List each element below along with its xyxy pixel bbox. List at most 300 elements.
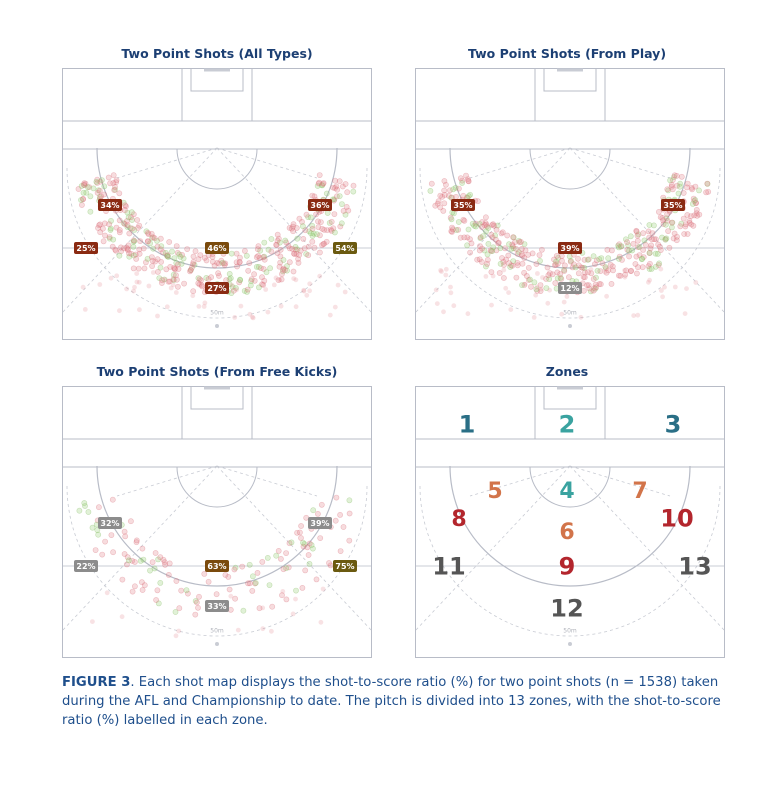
- scored-shot-point: [269, 236, 274, 241]
- missed-shot-point: [110, 497, 115, 502]
- missed-shot-point: [142, 583, 147, 588]
- missed-shot-point: [163, 562, 168, 567]
- missed-shot-point: [461, 193, 466, 198]
- missed-shot-point: [503, 286, 508, 291]
- missed-shot-point: [581, 288, 586, 293]
- missed-shot-point: [105, 590, 110, 595]
- zone-ratio-badge: [333, 560, 357, 572]
- missed-shot-point: [685, 231, 690, 236]
- missed-shot-point: [559, 254, 564, 259]
- missed-shot-point: [659, 288, 664, 293]
- zone-ratio-label: 39%: [560, 244, 580, 253]
- missed-shot-point: [526, 265, 531, 270]
- missed-shot-point: [165, 304, 170, 309]
- missed-shot-point: [150, 560, 155, 565]
- missed-shot-point: [174, 578, 179, 583]
- missed-shot-point: [96, 505, 101, 510]
- missed-shot-point: [341, 524, 346, 529]
- missed-shot-point: [435, 301, 440, 306]
- missed-shot-point: [497, 270, 502, 275]
- scored-shot-point: [466, 227, 471, 232]
- figure-caption: [62, 673, 742, 730]
- scored-shot-point: [88, 209, 93, 214]
- missed-shot-point: [514, 275, 519, 280]
- missed-shot-point: [332, 212, 337, 217]
- missed-shot-point: [188, 268, 193, 273]
- missed-shot-point: [540, 275, 545, 280]
- missed-shot-point: [443, 273, 448, 278]
- missed-shot-point: [158, 555, 163, 560]
- missed-shot-point: [301, 288, 306, 293]
- missed-shot-point: [202, 571, 207, 576]
- missed-shot-point: [300, 585, 305, 590]
- missed-shot-point: [683, 222, 688, 227]
- missed-shot-point: [275, 232, 280, 237]
- missed-shot-point: [568, 259, 573, 264]
- scored-shot-point: [308, 231, 313, 236]
- missed-shot-point: [176, 629, 181, 634]
- shot-map-free-kicks: [62, 386, 372, 658]
- missed-shot-point: [535, 271, 540, 276]
- scored-shot-point: [307, 561, 312, 566]
- zone-ratio-badge: [205, 242, 229, 254]
- missed-shot-point: [546, 273, 551, 278]
- scored-shot-point: [483, 229, 488, 234]
- missed-shot-point: [591, 276, 596, 281]
- missed-shot-point: [197, 304, 202, 309]
- zone-ratio-label: 33%: [207, 602, 227, 611]
- missed-shot-point: [673, 285, 678, 290]
- missed-shot-point: [602, 270, 607, 275]
- missed-shot-point: [466, 311, 471, 316]
- missed-shot-point: [297, 252, 302, 257]
- missed-shot-point: [236, 628, 241, 633]
- scored-shot-point: [229, 251, 234, 256]
- missed-shot-point: [444, 267, 449, 272]
- missed-shot-point: [622, 268, 627, 273]
- missed-shot-point: [491, 274, 496, 279]
- scored-shot-point: [449, 217, 454, 222]
- caption-text: . Each shot map displays the shot-to-score ratio (%) for two point shots (n = 1538) taken during the AFL and Championship to date. The pitch is divided into 13 zones, with the shot-to-score ratio (%) labelled in each zone.: [62, 675, 721, 728]
- missed-shot-point: [343, 290, 348, 295]
- scored-shot-point: [247, 562, 252, 567]
- missed-shot-point: [336, 283, 341, 288]
- missed-shot-point: [252, 272, 257, 277]
- zone-ratio-label: 25%: [76, 244, 96, 253]
- missed-shot-point: [270, 604, 275, 609]
- scored-shot-point: [585, 257, 590, 262]
- missed-shot-point: [641, 247, 646, 252]
- missed-shot-point: [281, 567, 286, 572]
- missed-shot-point: [705, 181, 710, 186]
- missed-shot-point: [343, 181, 348, 186]
- arc-50m-label: 50m: [563, 627, 577, 635]
- missed-shot-point: [522, 270, 527, 275]
- missed-shot-point: [485, 261, 490, 266]
- scored-shot-point: [657, 261, 662, 266]
- missed-shot-point: [272, 283, 277, 288]
- missed-shot-point: [345, 190, 350, 195]
- missed-shot-point: [290, 246, 295, 251]
- panel-title-all-types: Two Point Shots (All Types): [121, 46, 313, 61]
- missed-shot-point: [233, 596, 238, 601]
- missed-shot-point: [681, 190, 686, 195]
- scored-shot-point: [663, 222, 668, 227]
- missed-shot-point: [312, 245, 317, 250]
- missed-shot-point: [674, 173, 679, 178]
- missed-shot-point: [658, 267, 663, 272]
- missed-shot-point: [263, 287, 268, 292]
- missed-shot-point: [124, 287, 129, 292]
- scored-shot-point: [126, 215, 131, 220]
- missed-shot-point: [526, 252, 531, 257]
- missed-shot-point: [158, 247, 163, 252]
- missed-shot-point: [514, 246, 519, 251]
- arc-50m-label: 50m: [563, 309, 577, 317]
- missed-shot-point: [163, 277, 168, 282]
- missed-shot-point: [609, 281, 614, 286]
- missed-shot-point: [458, 176, 463, 181]
- scored-shot-point: [481, 234, 486, 239]
- missed-shot-point: [449, 290, 454, 295]
- missed-shot-point: [506, 290, 511, 295]
- scored-shot-point: [295, 236, 300, 241]
- missed-shot-point: [249, 277, 254, 282]
- missed-shot-point: [222, 263, 227, 268]
- missed-shot-point: [534, 261, 539, 266]
- missed-shot-point: [315, 511, 320, 516]
- missed-shot-point: [260, 559, 265, 564]
- missed-shot-point: [90, 619, 95, 624]
- missed-shot-point: [291, 612, 296, 617]
- scored-shot-point: [244, 253, 249, 258]
- missed-shot-point: [99, 194, 104, 199]
- missed-shot-point: [579, 265, 584, 270]
- missed-shot-point: [106, 175, 111, 180]
- missed-shot-point: [202, 255, 207, 260]
- missed-shot-point: [216, 271, 221, 276]
- missed-shot-point: [134, 256, 139, 261]
- missed-shot-point: [623, 275, 628, 280]
- missed-shot-point: [101, 239, 106, 244]
- missed-shot-point: [341, 208, 346, 213]
- large-rectangle: [535, 68, 605, 121]
- missed-shot-point: [505, 233, 510, 238]
- missed-shot-point: [214, 592, 219, 597]
- missed-shot-point: [666, 229, 671, 234]
- missed-shot-point: [466, 178, 471, 183]
- zone-ratio-label: 46%: [207, 244, 227, 253]
- missed-shot-point: [491, 222, 496, 227]
- missed-shot-point: [469, 241, 474, 246]
- missed-shot-point: [314, 212, 319, 217]
- missed-shot-point: [438, 268, 443, 273]
- zone-diagonal-inner-left: [117, 148, 217, 178]
- missed-shot-point: [519, 246, 524, 251]
- missed-shot-point: [647, 235, 652, 240]
- zone-number: 4: [559, 478, 575, 504]
- scored-shot-point: [82, 500, 87, 505]
- missed-shot-point: [500, 230, 505, 235]
- scored-shot-point: [693, 197, 698, 202]
- zone-number: 13: [678, 552, 712, 581]
- center-dot: [568, 324, 572, 328]
- missed-shot-point: [150, 258, 155, 263]
- scored-shot-point: [141, 557, 146, 562]
- missed-shot-point: [625, 240, 630, 245]
- missed-shot-point: [135, 225, 140, 230]
- missed-shot-point: [93, 548, 98, 553]
- missed-shot-point: [138, 239, 143, 244]
- scored-shot-point: [676, 191, 681, 196]
- center-dot: [215, 642, 219, 646]
- zone-ratio-label: 36%: [310, 201, 330, 210]
- zone-ratio-label: 32%: [100, 519, 120, 528]
- missed-shot-point: [174, 244, 179, 249]
- missed-shot-point: [683, 311, 688, 316]
- missed-shot-point: [176, 266, 181, 271]
- scored-shot-point: [460, 180, 465, 185]
- missed-shot-point: [468, 250, 473, 255]
- scored-shot-point: [311, 508, 316, 513]
- scored-shot-point: [314, 232, 319, 237]
- missed-shot-point: [103, 539, 108, 544]
- scored-shot-point: [256, 264, 261, 269]
- missed-shot-point: [291, 276, 296, 281]
- missed-shot-point: [175, 284, 180, 289]
- missed-shot-point: [301, 236, 306, 241]
- missed-shot-point: [125, 246, 130, 251]
- scored-shot-point: [81, 190, 86, 195]
- scored-shot-point: [347, 498, 352, 503]
- missed-shot-point: [132, 584, 137, 589]
- missed-shot-point: [647, 278, 652, 283]
- missed-shot-point: [307, 281, 312, 286]
- missed-shot-point: [515, 263, 520, 268]
- missed-shot-point: [646, 229, 651, 234]
- scored-shot-point: [262, 240, 267, 245]
- scored-shot-point: [339, 221, 344, 226]
- zone-ratio-badge: [333, 242, 357, 254]
- missed-shot-point: [152, 236, 157, 241]
- missed-shot-point: [120, 614, 125, 619]
- missed-shot-point: [227, 587, 232, 592]
- missed-shot-point: [307, 288, 312, 293]
- panel-title-from-play: Two Point Shots (From Play): [467, 46, 667, 61]
- missed-shot-point: [598, 282, 603, 287]
- zone-ratio-label: 34%: [100, 201, 120, 210]
- missed-shot-point: [681, 216, 686, 221]
- missed-shot-point: [462, 218, 467, 223]
- penalty-arc: [177, 149, 257, 189]
- missed-shot-point: [179, 588, 184, 593]
- missed-shot-point: [326, 560, 331, 565]
- missed-shot-point: [494, 227, 499, 232]
- missed-shot-point: [315, 219, 320, 224]
- zone-number: 12: [550, 594, 584, 623]
- missed-shot-point: [334, 495, 339, 500]
- missed-shot-point: [123, 203, 128, 208]
- scored-shot-point: [324, 191, 329, 196]
- missed-shot-point: [182, 281, 187, 286]
- missed-shot-point: [177, 606, 182, 611]
- missed-shot-point: [483, 215, 488, 220]
- missed-shot-point: [255, 247, 260, 252]
- missed-shot-point: [141, 246, 146, 251]
- missed-shot-point: [312, 194, 317, 199]
- missed-shot-point: [537, 253, 542, 258]
- missed-shot-point: [633, 261, 638, 266]
- missed-shot-point: [508, 307, 513, 312]
- missed-shot-point: [449, 225, 454, 230]
- missed-shot-point: [194, 600, 199, 605]
- missed-shot-point: [533, 293, 538, 298]
- scored-shot-point: [77, 508, 82, 513]
- missed-shot-point: [317, 274, 322, 279]
- zone-number: 1: [458, 410, 476, 439]
- missed-shot-point: [338, 549, 343, 554]
- missed-shot-point: [553, 281, 558, 286]
- missed-shot-point: [155, 314, 160, 319]
- scored-shot-point: [639, 256, 644, 261]
- missed-shot-point: [234, 251, 239, 256]
- penalty-arc: [530, 149, 610, 189]
- missed-shot-point: [565, 294, 570, 299]
- missed-shot-point: [604, 294, 609, 299]
- missed-shot-point: [635, 313, 640, 318]
- missed-shot-point: [501, 275, 506, 280]
- missed-shot-point: [142, 266, 147, 271]
- missed-shot-point: [284, 551, 289, 556]
- missed-shot-point: [132, 559, 137, 564]
- zone-ratio-badge: [74, 560, 98, 572]
- missed-shot-point: [79, 202, 84, 207]
- missed-shot-point: [279, 304, 284, 309]
- missed-shot-point: [629, 268, 634, 273]
- missed-shot-point: [278, 254, 283, 259]
- panel-title-free-kicks: Two Point Shots (From Free Kicks): [96, 364, 338, 379]
- figure-label: FIGURE 3: [62, 675, 131, 690]
- missed-shot-point: [559, 312, 564, 317]
- zone-ratio-badge: [558, 282, 582, 294]
- missed-shot-point: [609, 248, 614, 253]
- arc-50m-label: 50m: [210, 309, 224, 317]
- missed-shot-point: [333, 518, 338, 523]
- scored-shot-point: [158, 265, 163, 270]
- zone-ratio-badge: [205, 560, 229, 572]
- scored-shot-point: [165, 254, 170, 259]
- zone-number: 3: [664, 410, 682, 439]
- missed-shot-point: [81, 285, 86, 290]
- missed-shot-point: [579, 315, 584, 320]
- zone-number: 7: [632, 478, 648, 504]
- missed-shot-point: [125, 223, 130, 228]
- missed-shot-point: [489, 303, 494, 308]
- missed-shot-point: [256, 253, 261, 258]
- scored-shot-point: [664, 236, 669, 241]
- missed-shot-point: [314, 577, 319, 582]
- scored-shot-point: [126, 558, 131, 563]
- scored-shot-point: [91, 186, 96, 191]
- scored-shot-point: [498, 261, 503, 266]
- missed-shot-point: [669, 220, 674, 225]
- missed-shot-point: [462, 235, 467, 240]
- missed-shot-point: [575, 256, 580, 261]
- missed-shot-point: [693, 280, 698, 285]
- missed-shot-point: [117, 218, 122, 223]
- scored-shot-point: [616, 245, 621, 250]
- missed-shot-point: [282, 267, 287, 272]
- scored-shot-point: [78, 197, 83, 202]
- missed-shot-point: [303, 568, 308, 573]
- missed-shot-point: [230, 283, 235, 288]
- missed-shot-point: [117, 191, 122, 196]
- missed-shot-point: [98, 222, 103, 227]
- missed-shot-point: [127, 231, 132, 236]
- missed-shot-point: [443, 182, 448, 187]
- missed-shot-point: [120, 577, 125, 582]
- missed-shot-point: [276, 548, 281, 553]
- missed-shot-point: [539, 247, 544, 252]
- arc-50m-label: 50m: [210, 627, 224, 635]
- zone-diagonal-inner-right: [217, 466, 317, 496]
- zone-number: 6: [559, 519, 575, 545]
- scored-shot-point: [238, 278, 243, 283]
- missed-shot-point: [108, 181, 113, 186]
- missed-shot-point: [131, 238, 136, 243]
- scored-shot-point: [498, 246, 503, 251]
- missed-shot-point: [112, 184, 117, 189]
- missed-shot-point: [496, 241, 501, 246]
- missed-shot-point: [206, 579, 211, 584]
- zone-ratio-label: 12%: [560, 284, 580, 293]
- zone-ratio-badge: [308, 199, 332, 211]
- missed-shot-point: [131, 266, 136, 271]
- zone-diagonal-inner-right: [570, 148, 670, 178]
- missed-shot-point: [167, 239, 172, 244]
- missed-shot-point: [130, 226, 135, 231]
- missed-shot-point: [317, 250, 322, 255]
- missed-shot-point: [155, 257, 160, 262]
- missed-shot-point: [134, 540, 139, 545]
- missed-shot-point: [274, 276, 279, 281]
- missed-shot-point: [631, 313, 636, 318]
- missed-shot-point: [539, 287, 544, 292]
- missed-shot-point: [490, 235, 495, 240]
- scored-shot-point: [265, 555, 270, 560]
- missed-shot-point: [137, 280, 142, 285]
- scored-shot-point: [267, 583, 272, 588]
- missed-shot-point: [552, 263, 557, 268]
- missed-shot-point: [319, 620, 324, 625]
- scored-shot-point: [152, 566, 157, 571]
- missed-shot-point: [250, 315, 255, 320]
- missed-shot-point: [294, 304, 299, 309]
- missed-shot-point: [316, 181, 321, 186]
- scored-shot-point: [256, 285, 261, 290]
- missed-shot-point: [519, 252, 524, 257]
- missed-shot-point: [648, 246, 653, 251]
- missed-shot-point: [589, 267, 594, 272]
- missed-shot-point: [547, 288, 552, 293]
- missed-shot-point: [97, 188, 102, 193]
- missed-shot-point: [679, 174, 684, 179]
- missed-shot-point: [190, 293, 195, 298]
- missed-shot-point: [480, 246, 485, 251]
- missed-shot-point: [134, 271, 139, 276]
- missed-shot-point: [347, 511, 352, 516]
- missed-shot-point: [147, 284, 152, 289]
